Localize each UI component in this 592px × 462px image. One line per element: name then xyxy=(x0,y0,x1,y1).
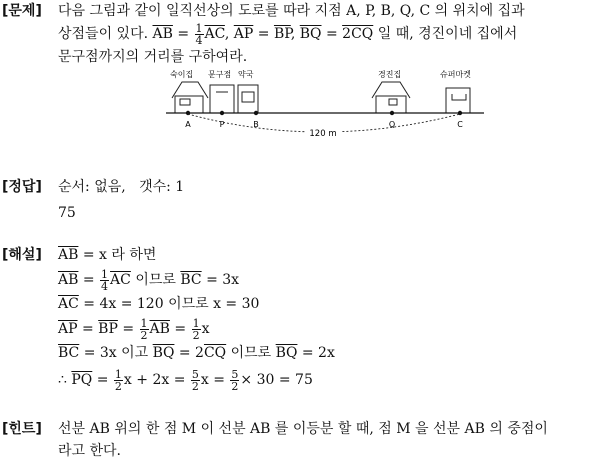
house-icon xyxy=(172,82,208,113)
point-label-a: A xyxy=(185,120,191,129)
label-pharmacy: 약국 xyxy=(238,70,254,79)
problem-line-1: 다음 그림과 같이 일직선상의 도로를 따라 지점 A, P, B, Q, C 의 위치에 집과 xyxy=(58,3,525,19)
answer-value: 75 xyxy=(58,205,76,221)
label-gyeongjin: 경진집 xyxy=(378,70,402,79)
answer-body xyxy=(58,176,586,224)
fraction-one-quarter: $\frac{1}{4}$ xyxy=(195,21,203,47)
solution-line-6: ∴ $\overline{PQ}$ = $\frac{1}{2}$ x + 2x = $\frac{5}{2}$ x = $\frac{5}{2}$ × 30 = 75 xyxy=(58,367,313,393)
problem-line-3: 문구점까지의 거리를 구하여라. xyxy=(58,49,248,65)
problem-tag: [문제] xyxy=(2,3,42,19)
stationery-shop-icon xyxy=(210,85,234,113)
segment-bp: $\overline{BP}$ xyxy=(273,26,291,42)
road-figure xyxy=(160,68,490,144)
problem-body xyxy=(58,0,586,68)
segment-2cq: 2CQ xyxy=(342,26,374,42)
label-stationery: 문구점 xyxy=(208,70,232,79)
pharmacy-icon xyxy=(238,85,258,113)
hint-body xyxy=(58,418,586,462)
point-p xyxy=(220,111,224,115)
hint-line-1: 선분 AB 위의 한 점 M 이 선분 AB 를 이등분 할 때, 점 M 을 선분 AB 의 중점이 xyxy=(58,421,548,437)
answer-line-1 xyxy=(58,176,586,198)
point-q xyxy=(390,111,394,115)
answer-order: 순서: 없음, xyxy=(58,179,126,195)
problem-line-2: 상점들이 있다. $\overline{AB}$ = $\frac{1}{4}$ $\overline{AC}$, $\overline{AP} = \overline{BP}$, $\overline{BQ} = 2CQ$ 일 때, 경진이네 집에서 xyxy=(58,21,518,47)
solution-line-4: $\overline{AP} = \overline{BP}$ = $\frac{1}{2}$ $\overline{AB}$ = $\frac{1}{2}$ x xyxy=(58,316,210,342)
answer-count: 갯수: 1 xyxy=(139,179,185,195)
solution-line-3: $\overline{AC} = 4x = 120$ 이므로 x = 30 xyxy=(58,296,260,312)
answer-tag: [정답] xyxy=(2,179,42,195)
solution-line-5: $\overline{BC} = 3x$ 이고 $\overline{BQ} = 2\overline{CQ}$ 이므로 $\overline{BQ} = 2x$ xyxy=(58,345,335,361)
point-label-q: Q xyxy=(388,120,396,129)
segment-bq: $\overline{BQ}$ xyxy=(299,26,322,42)
solution-tag: [해설] xyxy=(2,247,42,263)
segment-ac: $\overline{AC}$ xyxy=(204,26,225,42)
segment-ap: $\overline{AP}$ xyxy=(233,26,254,42)
label-house: 숙이집 xyxy=(170,70,194,79)
gyeongjin-house-icon xyxy=(372,82,410,113)
point-label-b: B xyxy=(253,120,259,129)
point-b xyxy=(254,111,258,115)
solution-line-1: $\overline{AB} = x$ 라 하면 xyxy=(58,247,157,263)
supermarket-icon xyxy=(446,88,470,113)
hint-line-2: 라고 한다. xyxy=(58,443,121,459)
hint-tag: [힌트] xyxy=(2,421,42,437)
label-supermarket: 슈퍼마켓 xyxy=(440,70,471,79)
point-label-p: P xyxy=(219,120,225,129)
solution-line-2: $\overline{AB}$ = $\frac{1}{4}$ $\overline{AC}$ 이므로 $\overline{BC} = 3x$ xyxy=(58,267,240,293)
solution-body xyxy=(58,244,586,395)
segment-ab: $\overline{AB}$ xyxy=(152,26,173,42)
distance-label: 120 m xyxy=(309,129,337,139)
point-label-c: C xyxy=(457,120,463,129)
